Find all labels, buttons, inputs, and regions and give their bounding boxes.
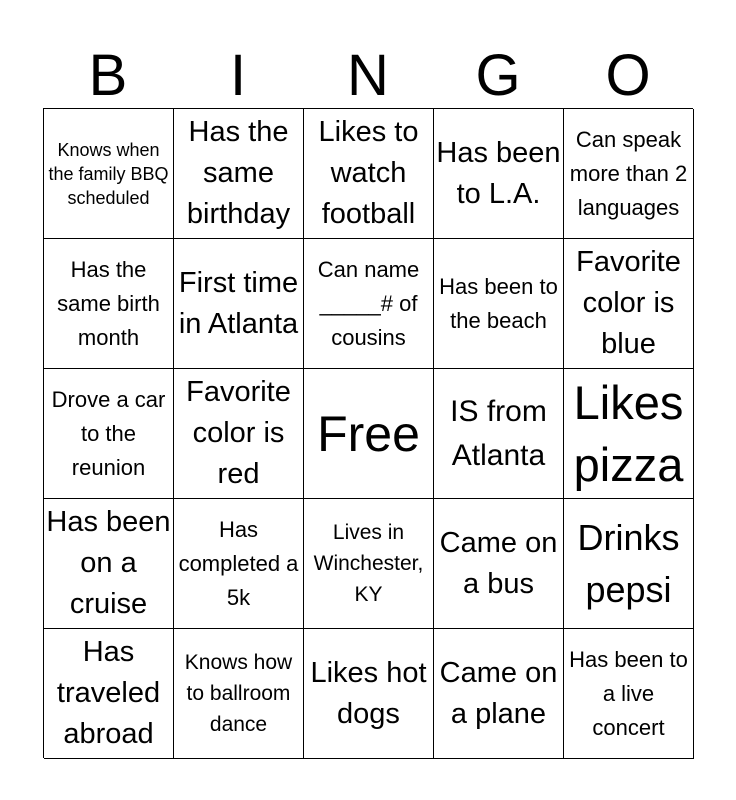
bingo-cell[interactable]: [174, 499, 304, 629]
bingo-cell-label: Can speak more than 2 languages: [569, 126, 688, 220]
bingo-card-grid: [43, 108, 693, 758]
bingo-cell[interactable]: [304, 629, 434, 759]
bingo-cell-label: Has been on a cruise: [46, 506, 171, 620]
bingo-cell-label: Can name _____# of cousins: [317, 256, 420, 350]
header-letter-g: G: [475, 43, 521, 108]
bingo-cell[interactable]: [434, 109, 564, 239]
bingo-cell[interactable]: [44, 629, 174, 759]
bingo-cell[interactable]: [44, 109, 174, 239]
bingo-cell[interactable]: [434, 369, 564, 499]
bingo-cell-free[interactable]: [304, 369, 434, 499]
bingo-cell-label: Favorite color is red: [186, 376, 291, 490]
bingo-cell-label: Knows when the family BBQ scheduled: [48, 139, 169, 208]
bingo-cell[interactable]: [434, 629, 564, 759]
bingo-cell[interactable]: [44, 239, 174, 369]
bingo-cell-label: Likes to watch football: [318, 116, 419, 230]
bingo-cell-label: Has been to L.A.: [436, 136, 561, 210]
header-letter-o: O: [605, 43, 651, 108]
bingo-cell[interactable]: [174, 629, 304, 759]
bingo-cell[interactable]: [44, 369, 174, 499]
bingo-cell-label: Likes hot dogs: [310, 656, 427, 730]
header-letter-b: B: [88, 43, 128, 108]
bingo-cell[interactable]: [304, 499, 434, 629]
bingo-cell[interactable]: [564, 629, 694, 759]
bingo-cell-label: Has traveled abroad: [56, 636, 161, 750]
bingo-cell[interactable]: [174, 109, 304, 239]
bingo-cell[interactable]: [564, 499, 694, 629]
bingo-cell-label: Knows how to ballroom dance: [184, 651, 293, 736]
header-letter-i: I: [229, 43, 247, 108]
bingo-cell[interactable]: [434, 499, 564, 629]
bingo-cell[interactable]: [174, 369, 304, 499]
bingo-cell[interactable]: [44, 499, 174, 629]
bingo-cell[interactable]: [564, 109, 694, 239]
free-space-label: Free: [317, 405, 420, 462]
bingo-cell-label: Came on a plane: [439, 656, 558, 730]
bingo-cell-label: Likes pizza: [573, 375, 684, 491]
bingo-cell-label: Came on a bus: [439, 526, 558, 600]
bingo-cell[interactable]: [564, 369, 694, 499]
bingo-cell-label: Has completed a 5k: [178, 516, 299, 610]
bingo-cell[interactable]: [174, 239, 304, 369]
bingo-cell[interactable]: [564, 239, 694, 369]
bingo-cell[interactable]: [304, 239, 434, 369]
bingo-cell-label: Favorite color is blue: [576, 246, 681, 360]
bingo-cell-label: Has the same birthday: [186, 116, 291, 230]
bingo-cell-label: Has the same birth month: [57, 256, 160, 350]
bingo-cell-label: Lives in Winchester, KY: [313, 521, 424, 606]
header-letter-n: N: [347, 43, 389, 108]
bingo-cell-label: Drove a car to the reunion: [51, 386, 166, 480]
bingo-cell-label: Has been to the beach: [439, 273, 558, 333]
bingo-cell-label: Drinks pepsi: [577, 516, 680, 610]
bingo-cell-label: First time in Atlanta: [178, 266, 299, 340]
bingo-cell-label: Has been to a live concert: [569, 646, 688, 740]
bingo-cell-label: IS from Atlanta: [450, 394, 547, 472]
bingo-cell[interactable]: [304, 109, 434, 239]
bingo-header: [43, 44, 693, 108]
bingo-cell[interactable]: [434, 239, 564, 369]
